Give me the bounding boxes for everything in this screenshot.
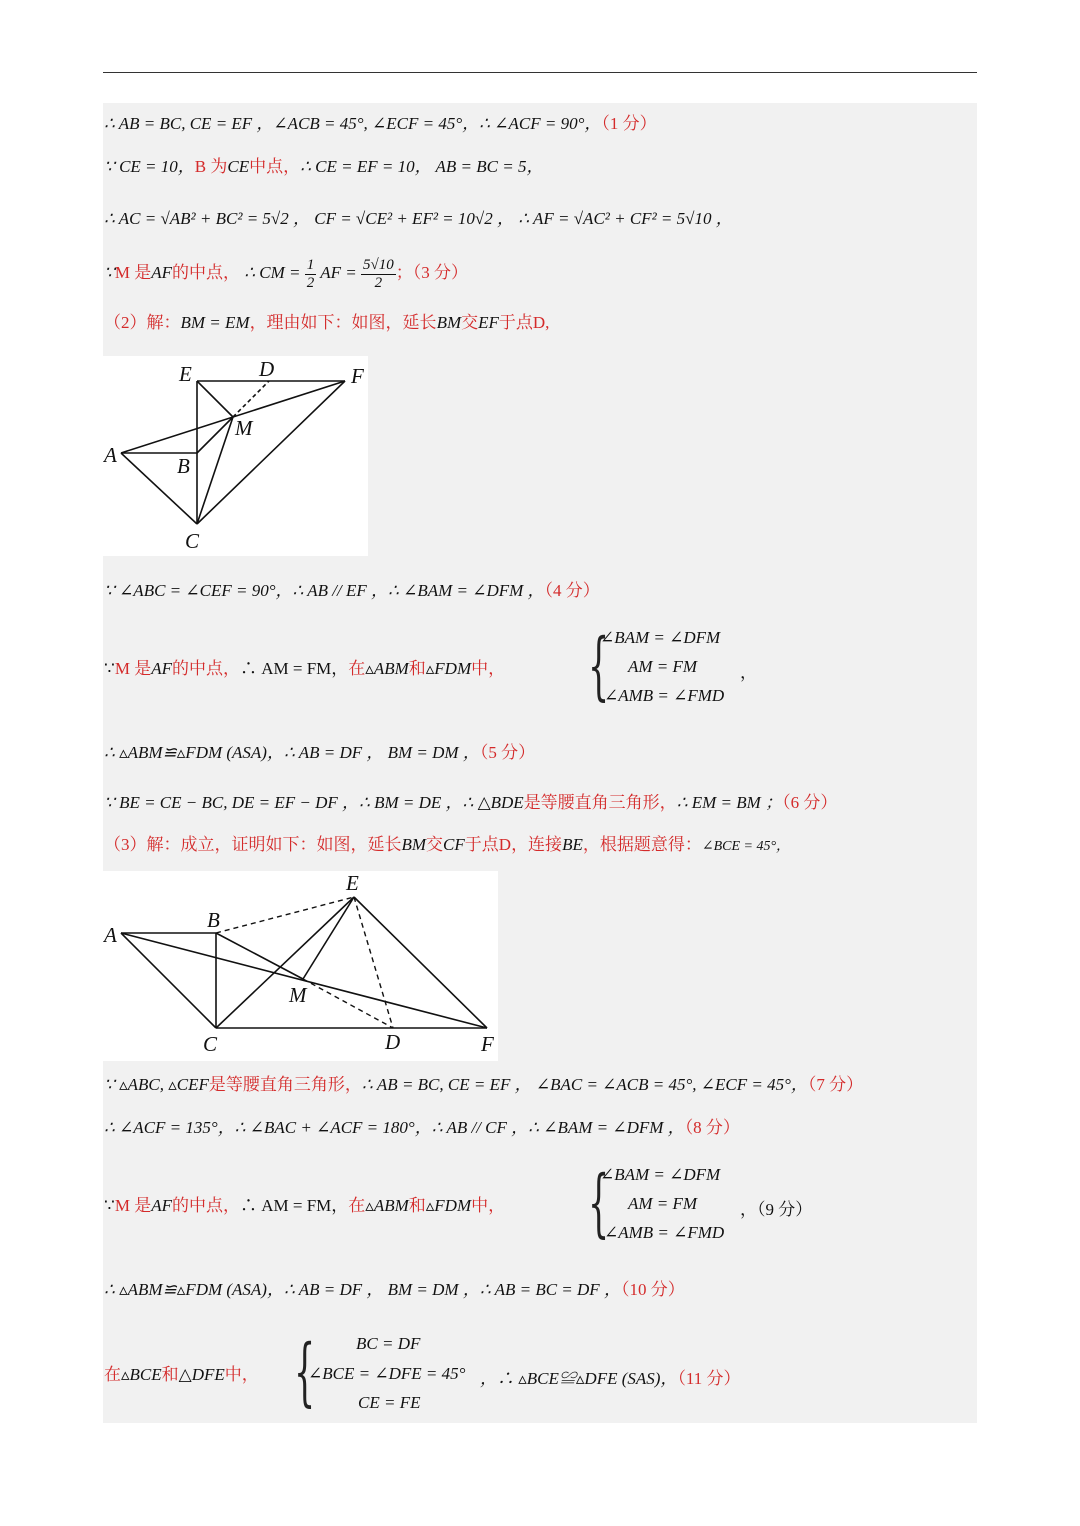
label2-B: B [207, 908, 220, 932]
label2-M: M [289, 983, 307, 1007]
line-13 [104, 1196, 505, 1216]
line-15-b: ▵BCE [121, 1365, 162, 1384]
line-7-d: 的中点， [171, 659, 240, 678]
label2-A: A [104, 923, 117, 947]
system-1-eq-1: ∠BAM = ∠DFM [600, 628, 721, 647]
seg2-AC [121, 933, 216, 1028]
system-1-eq-3: ∠AMB = ∠FMD [604, 686, 725, 705]
score-3: ；（3 分） [395, 263, 468, 282]
line-11 [104, 1075, 863, 1095]
line-5-e: 交 [461, 313, 479, 332]
line-2-e: ∴ CE = EF = 10， AB = BC = 5， [300, 157, 544, 176]
system-1-eq-2: AM = FM [628, 657, 698, 676]
line-13-i: ▵FDM [425, 1196, 472, 1215]
line-9-b: 是等腰直角三角形， [523, 793, 677, 812]
header-rule [103, 72, 977, 73]
line-7-e: ∴ AM = FM， [239, 659, 349, 678]
line-4-e: ∴ CM = [244, 263, 301, 282]
score-6: （6 分） [782, 793, 838, 812]
line-3 [104, 209, 733, 229]
line-1 [104, 114, 657, 134]
system-3-eq-2: ∠BCE = ∠DFE = 45° [308, 1364, 466, 1383]
line-3-text: ∴ AC = √AB² + BC² = 5√2 ， CF = √CE² + EF² = 10√2 ， ∴ AF = √AC² + CF² = 5√10 ， [104, 209, 733, 228]
line-4-a: ∵ [104, 263, 115, 282]
part-3-heading: （3）解：成立，证明如下：如图，延长 [104, 835, 402, 854]
score-11: （11 分） [677, 1369, 741, 1388]
figure-2-svg [103, 871, 498, 1061]
label2-E: E [346, 871, 359, 895]
line-14-text: ∴ ▵ABM≌▵FDM (ASA)，∴ AB = DF ， BM = DM ，∴ AB = BC = DF ， [104, 1280, 621, 1299]
line-7-c: AF [151, 659, 172, 678]
line-4-d: 的中点， [171, 263, 240, 282]
system-3-eq-3: CE = FE [358, 1393, 421, 1412]
fraction-cm-den: 2 [374, 274, 383, 291]
line-7-i: ▵FDM [425, 659, 472, 678]
line-11-b: 是等腰直角三角形， [208, 1075, 362, 1094]
label-B: B [177, 454, 190, 478]
line-8-text: ∴ ▵ABM≌▵FDM (ASA)，∴ AB = DF ， BM = DM ， [104, 743, 480, 762]
part-2-heading: （2）解： [104, 313, 181, 332]
figure-1 [103, 356, 368, 556]
system-2-eq-2: AM = FM [628, 1194, 698, 1213]
content-panel [103, 103, 977, 1423]
line-15-d: △DFE [178, 1365, 225, 1384]
line-10-c: 交 [426, 835, 444, 854]
line-4-c: AF [151, 263, 172, 282]
system-1-tail: ， [740, 663, 757, 682]
line-2 [104, 157, 543, 177]
line-5 [104, 313, 549, 333]
label-F: F [351, 364, 364, 388]
seg2-AF [121, 933, 487, 1028]
line-7-f: 在 [348, 659, 366, 678]
line-2-d: 中点， [249, 157, 301, 176]
line-4-g: AF = [320, 263, 357, 282]
score-4: （4 分） [544, 581, 600, 600]
figure-2 [103, 871, 498, 1061]
line-10-e: 于点 [464, 835, 499, 854]
line-13-f: 在 [348, 1196, 366, 1215]
line-13-e: ∴ AM = FM， [239, 1196, 349, 1215]
line-15-e: 中， [224, 1365, 259, 1384]
fraction-half-den: 2 [306, 274, 315, 291]
line-15-c: 和 [161, 1365, 179, 1384]
line-13-g: ▵ABM [365, 1196, 409, 1215]
seg2-BM [216, 933, 303, 979]
line-2-a: ∵ CE = 10， [104, 157, 195, 176]
line-5-g: 于点 [498, 313, 533, 332]
system-2-eq-1: ∠BAM = ∠DFM [600, 1165, 721, 1184]
line-7 [104, 659, 505, 679]
line-9-a: ∵ BE = CE − BC, DE = EF − DF ，∴ BM = DE ，∴ △BDE [104, 793, 524, 812]
line-10-d: CF [443, 835, 465, 854]
score-7: （7 分） [807, 1075, 864, 1094]
label-D: D [259, 357, 275, 381]
system-1-brace: { [588, 623, 610, 709]
system-3-brace: { [294, 1329, 316, 1415]
score-5: （5 分） [479, 743, 536, 762]
line-15-f: ，∴ ▵BCE≌▵DFE (SAS)， [480, 1369, 678, 1388]
seg-CM [197, 417, 233, 524]
line-10-f: D [498, 835, 512, 854]
line-7-b: M 是 [114, 659, 152, 678]
label-A: A [104, 443, 117, 467]
fraction-half-num: 1 [306, 256, 315, 273]
line-10-j: ∠BCE = 45°， [701, 839, 791, 854]
line-13-a: ∵ [104, 1196, 115, 1215]
line-5-b: BM = EM [180, 313, 250, 332]
system-2-eq-3: ∠AMB = ∠FMD [604, 1223, 725, 1242]
line-10-h: BE [562, 835, 583, 854]
line-9 [104, 793, 837, 813]
seg2-BE-dashed [216, 897, 354, 933]
fraction-half [305, 257, 317, 292]
line-11-a: ∵ ▵ABC, ▵CEF [104, 1075, 209, 1094]
score-1: （1 分） [601, 114, 657, 133]
line-5-c: ，理由如下：如图，延长 [249, 313, 437, 332]
line-10-b: BM [401, 835, 427, 854]
line-10-g: ，连接 [511, 835, 563, 854]
label-E: E [179, 362, 192, 386]
label2-C: C [203, 1032, 218, 1056]
label-C: C [185, 529, 200, 553]
score-10: （10 分） [620, 1280, 685, 1299]
line-15-a: 在 [104, 1365, 121, 1384]
line-13-d: 的中点， [171, 1196, 240, 1215]
line-2-b: B 为 [194, 157, 228, 176]
line-12 [104, 1118, 740, 1138]
system-3-eq-1: BC = DF [356, 1334, 421, 1353]
label2-D: D [385, 1030, 401, 1054]
line-6-text: ∵ ∠ABC = ∠CEF = 90°，∴ AB // EF ，∴ ∠BAM = ∠DFM ， [104, 581, 545, 600]
line-7-h: 和 [408, 659, 426, 678]
line-15 [104, 1365, 259, 1385]
fraction-cm [361, 257, 396, 292]
seg-EM [197, 381, 233, 417]
line-4 [104, 256, 468, 292]
label2-F: F [481, 1032, 494, 1056]
line-13-b: M 是 [114, 1196, 152, 1215]
score-8: （8 分） [684, 1118, 740, 1137]
line-12-text: ∴ ∠ACF = 135°，∴ ∠BAC + ∠ACF = 180°，∴ AB // CF ，∴ ∠BAM = ∠DFM ， [104, 1118, 685, 1137]
line-13-j: 中， [471, 1196, 506, 1215]
seg2-EF [354, 897, 487, 1028]
line-7-g: ▵ABM [365, 659, 409, 678]
score-9: ，（9 分） [740, 1200, 813, 1219]
line-7-a: ∵ [104, 659, 115, 678]
line-8 [104, 743, 535, 763]
seg2-MD-dashed [303, 979, 393, 1028]
line-2-c: CE [227, 157, 250, 176]
line-9-c: ∴ EM = BM ； [676, 793, 783, 812]
label-M: M [235, 416, 253, 440]
line-4-b: M 是 [114, 263, 152, 282]
figure-1-svg [103, 356, 368, 556]
line-13-c: AF [151, 1196, 172, 1215]
line-10-i: ，根据题意得： [582, 835, 702, 854]
system-2-brace: { [588, 1160, 610, 1246]
fraction-cm-num: 5√10 [362, 256, 394, 273]
line-6 [104, 581, 600, 601]
line-7-j: 中， [471, 659, 506, 678]
line-10 [104, 835, 790, 857]
line-13-h: 和 [408, 1196, 426, 1215]
system-3-conclusion [480, 1364, 741, 1389]
line-5-d: BM [436, 313, 462, 332]
line-14 [104, 1280, 685, 1300]
line-11-c: ∴ AB = BC, CE = EF ， ∠BAC = ∠ACB = 45°, ∠ECF = 45°， [361, 1075, 808, 1094]
line-1-text: ∴ AB = BC, CE = EF ，∠ACB = 45°, ∠ECF = 45°，∴ ∠ACF = 90°， [104, 114, 602, 133]
line-5-f: EF [478, 313, 499, 332]
line-5-h: D, [532, 313, 550, 332]
